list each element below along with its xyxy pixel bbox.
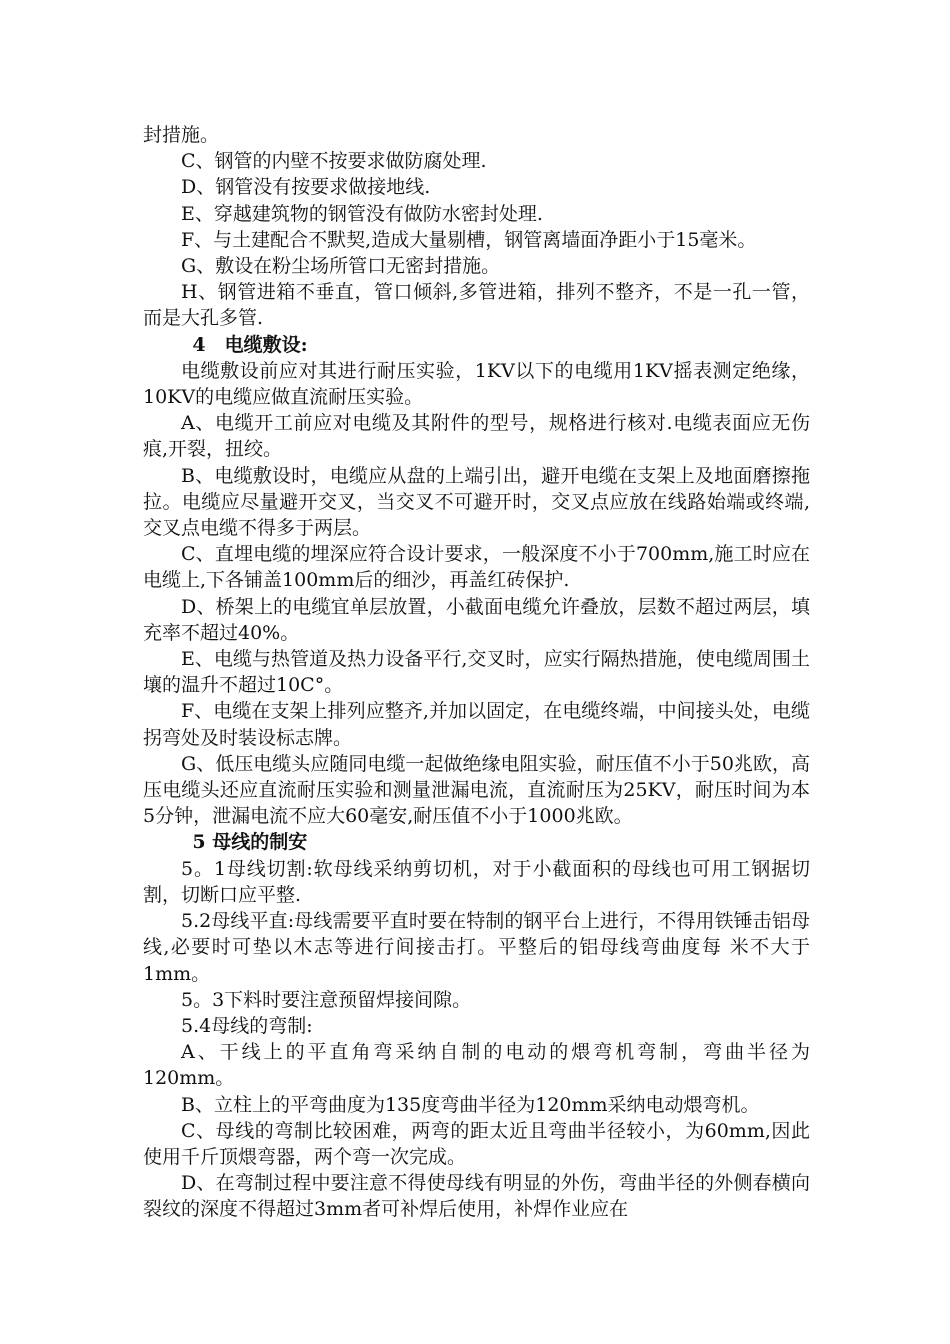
paragraph: G、低压电缆头应随同电缆一起做绝缘电阻实验，耐压值不小于50兆欧，高压电缆头还应直流耐压实验和测量泄漏电流，直流耐压为25KV，耐压时间为本5分钟，泄漏电流不应大60毫安,耐压值不小于1000兆欧。 xyxy=(143,752,810,828)
paragraph: F、与土建配合不默契,造成大量剔槽，钢管离墙面净距小于15毫米。 xyxy=(181,228,757,251)
paragraph: 5。3下料时要注意预留焊接间隙。 xyxy=(181,988,472,1011)
paragraph: C、母线的弯制比较困难，两弯的距太近且弯曲半径较小，为60mm,因此使用千斤顶煨弯器，两个弯一次完成。 xyxy=(143,1119,810,1168)
paragraph: A、干线上的平直角弯采纳自制的电动的煨弯机弯制，弯曲半径为120mm。 xyxy=(143,1041,810,1090)
paragraph: D、钢管没有按要求做接地线. xyxy=(181,176,431,199)
paragraph: D、桥架上的电缆宜单层放置，小截面电缆允许叠放，层数不超过两层，填充率不超过40%。 xyxy=(143,595,810,644)
paragraph: C、钢管的内壁不按要求做防腐处理. xyxy=(181,150,487,173)
paragraph: F、电缆在支架上排列应整齐,并加以固定，在电缆终端，中间接头处，电缆拐弯处及时装设标志牌。 xyxy=(143,700,810,749)
section-heading: 4 电缆敷设: xyxy=(192,333,308,356)
paragraph: 5.4母线的弯制: xyxy=(181,1014,313,1037)
paragraph: 5。1母线切割:软母线采纳剪切机，对于小截面积的母线也可用工钢据切割，切断口应平整. xyxy=(143,857,810,906)
paragraph: A、电缆开工前应对电缆及其附件的型号，规格进行核对.电缆表面应无伤痕,开裂，扭绞。 xyxy=(143,412,810,461)
paragraph: G、敷设在粉尘场所管口无密封措施。 xyxy=(181,255,501,278)
paragraph: B、电缆敷设时，电缆应从盘的上端引出，避开电缆在支架上及地面磨擦拖拉。电缆应尽量避开交叉，当交叉不可避开时，交叉点应放在线路始端或终端,交叉点电缆不得多于两层。 xyxy=(143,464,810,540)
paragraph: 5.2母线平直:母线需要平直时要在特制的钢平台上进行，不得用铁锤击铝母线,必要时可垫以木志等进行间接击打。平整后的铝母线弯曲度每 米不大于1mm。 xyxy=(143,910,810,985)
paragraph: H、钢管进箱不垂直，管口倾斜,多管进箱，排列不整齐，不是一孔一管，而是大孔多管. xyxy=(143,281,810,330)
paragraph: E、电缆与热管道及热力设备平行,交叉时，应实行隔热措施，使电缆周围土壤的温升不超过10C°。 xyxy=(143,648,810,697)
document-body xyxy=(143,122,810,1223)
paragraph: D、在弯制过程中要注意不得使母线有明显的外伤，弯曲半径的外侧春横向裂纹的深度不得超过3mm者可补焊后使用，补焊作业应在 xyxy=(143,1172,810,1221)
paragraph: 封措施。 xyxy=(143,124,220,146)
paragraph: B、立柱上的平弯曲度为135度弯曲半径为120mm采纳电动煨弯机。 xyxy=(181,1093,760,1116)
paragraph: 电缆敷设前应对其进行耐压实验，1KV以下的电缆用1KV摇表测定绝缘，10KV的电缆应做直流耐压实验。 xyxy=(143,359,810,409)
section-heading: 5 母线的制安 xyxy=(192,831,308,854)
paragraph: C、直埋电缆的埋深应符合设计要求，一般深度不小于700mm,施工时应在电缆上,下各铺盖100mm后的细沙，再盖红砖保护. xyxy=(143,543,810,592)
paragraph: E、穿越建筑物的钢管没有做防水密封处理. xyxy=(181,202,543,225)
